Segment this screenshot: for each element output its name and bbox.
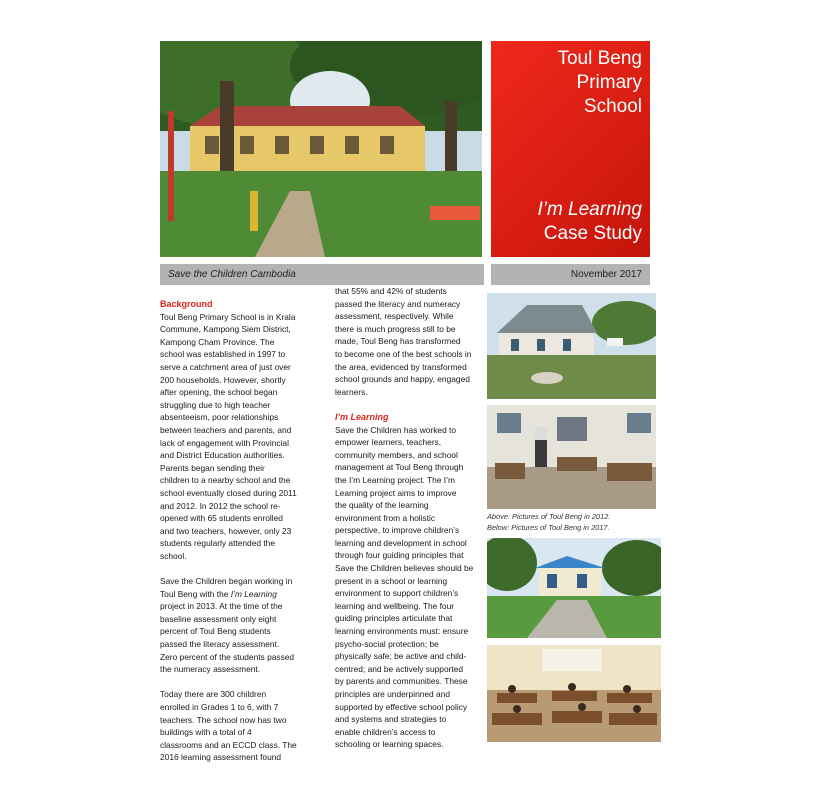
text-line: Today there are 300 children [160, 689, 267, 700]
text-line: passed the literacy assessment. [160, 639, 280, 650]
column-1 [160, 298, 328, 777]
text-line: perspective, to improve children’s [335, 525, 460, 536]
text-line: after opening, the school began [160, 387, 278, 398]
text-line: 2016 learning assessment found [160, 752, 282, 763]
text-line: there is much progress still to be [335, 323, 456, 334]
text-line: lack of engagement with Provincial [160, 437, 289, 448]
text-line: and District Education authorities. [160, 450, 285, 461]
text-line: struggling due to high teacher [160, 399, 271, 410]
text-line: the numeracy assessment. [160, 664, 261, 675]
text-line: buildings with a total of 4 [160, 727, 252, 738]
text-line: Parents began sending their [160, 462, 265, 473]
text-line [160, 588, 328, 601]
column-2 [335, 285, 485, 751]
text-line: Kampong Cham Province. The [160, 336, 275, 347]
text-line: percent of Toul Beng students [160, 626, 271, 637]
text-line: Save the Children believes should be [335, 563, 474, 574]
photo-2012-classroom [487, 405, 656, 509]
text-line: Save the Children has worked to [335, 424, 457, 435]
background-paragraph-2 [160, 575, 328, 676]
subtitle-case-study: Case Study [543, 223, 642, 244]
photo-2017-building [487, 538, 661, 638]
text-line: the quality of the learning [335, 500, 429, 511]
text-line: guiding principles articulate that [335, 613, 453, 624]
caption-above: Above: Pictures of Toul Beng in 2012. [487, 512, 611, 521]
text-line: baseline assessment only eight [160, 613, 277, 624]
text-line: present in a school or learning [335, 575, 448, 586]
title-line-3: School [583, 96, 642, 117]
text-line: schooling or learning spaces. [335, 739, 444, 750]
text-line: physically safe; be active and child- [335, 651, 467, 662]
text-line: made, Toul Beng has transformed [335, 336, 461, 347]
text-line: students regularly attended the [160, 538, 276, 549]
text-line: learners. [335, 386, 368, 397]
title-box [491, 41, 650, 257]
title-line-1: Toul Beng [557, 48, 642, 69]
title-line-2: Primary [576, 72, 642, 93]
background-paragraph-1 [160, 311, 328, 563]
caption-below: Below: Pictures of Toul Beng in 2017. [487, 522, 610, 532]
text-line: the area, evidenced by transformed [335, 361, 467, 372]
text-lines [160, 600, 328, 676]
organization-bar: Save the Children Cambodia [160, 264, 484, 285]
text-line: to become one of the best schools in [335, 348, 472, 359]
main-school-photo [160, 41, 482, 257]
text-line: project in 2013. At the time of the [160, 601, 283, 612]
text-line: learning and wellbeing. The four [335, 600, 455, 611]
text-line: enrolled in Grades 1 to 6, with 7 [160, 702, 279, 712]
text-line: learning environments must: ensure [335, 626, 469, 637]
text-line: learning and development in school [335, 537, 467, 548]
text-line: Toul Beng Primary School is in Krala [160, 311, 296, 322]
text-line: children to a nearby school and the [160, 475, 291, 486]
im-learning-paragraph [335, 424, 485, 751]
photo-2012-building [487, 293, 656, 399]
text-line: and systems and strategies to [335, 714, 447, 725]
text-line: environment from a holistic [335, 512, 436, 523]
text-line: teachers. The school now has two [160, 714, 287, 725]
progress-paragraph [335, 285, 485, 398]
text-line: empower learners, teachers, [335, 437, 442, 448]
text-line: between teachers and parents, and [160, 424, 292, 435]
date-bar: November 2017 [491, 264, 650, 285]
text-line: through four guiding principles that [335, 550, 464, 561]
im-learning-heading: I’m Learning [335, 411, 389, 422]
text-line: management at Toul Beng through [335, 462, 464, 473]
subtitle [537, 198, 642, 246]
subtitle-project: I’m Learning [537, 199, 642, 220]
text-line: assessment, respectively. While [335, 311, 454, 322]
text-line: serve a catchment area of just over [160, 361, 291, 372]
photo-2017-classroom [487, 645, 661, 742]
text-line: Commune, Kampong Siem District, [160, 324, 291, 335]
text-line: opened with 65 students enrolled [160, 513, 283, 524]
text-line: Zero percent of the students passed [160, 651, 295, 662]
text-line: supported by effective school policy [335, 701, 468, 712]
text-line: and two teachers, however, only 23 [160, 525, 292, 536]
text-line: enable children’s access to [335, 726, 436, 737]
text-line: 200 households. However, shortly [160, 374, 286, 385]
text-line: classrooms and an ECCD class. The [160, 739, 297, 750]
text-run: Toul Beng with the [160, 588, 231, 599]
text-line: passed the literacy and numeracy [335, 298, 461, 309]
text-line: Learning project aims to improve [335, 487, 457, 498]
text-line: that 55% and 42% of students [335, 286, 447, 296]
text-line: school was established in 1997 to [160, 349, 286, 360]
text-line: school. [160, 550, 187, 561]
background-paragraph-3 [160, 688, 328, 764]
text-line: school eventually closed during 2011 [160, 487, 297, 498]
text-line: absenteeism, poor relationships [160, 412, 279, 423]
project-name: I’m Learning [230, 588, 277, 599]
text-line: by parents and communities. These [335, 676, 468, 687]
photo-caption [487, 512, 656, 533]
text-line: environment to support children’s [335, 588, 459, 599]
text-line: psycho-social protection; be [335, 638, 439, 649]
text-line: and 2012. In 2012 the school re- [160, 500, 281, 511]
text-line: centred; and be actively supported [335, 663, 464, 674]
text-line: principles are underpinned and [335, 689, 451, 699]
text-line: community members, and school [335, 449, 458, 460]
text-line: Save the Children began working in [160, 576, 293, 587]
background-heading: Background [160, 299, 213, 309]
text-line: school grounds and happy, engaged [335, 374, 470, 385]
text-line: the I’m Learning project. The I’m [335, 474, 455, 485]
